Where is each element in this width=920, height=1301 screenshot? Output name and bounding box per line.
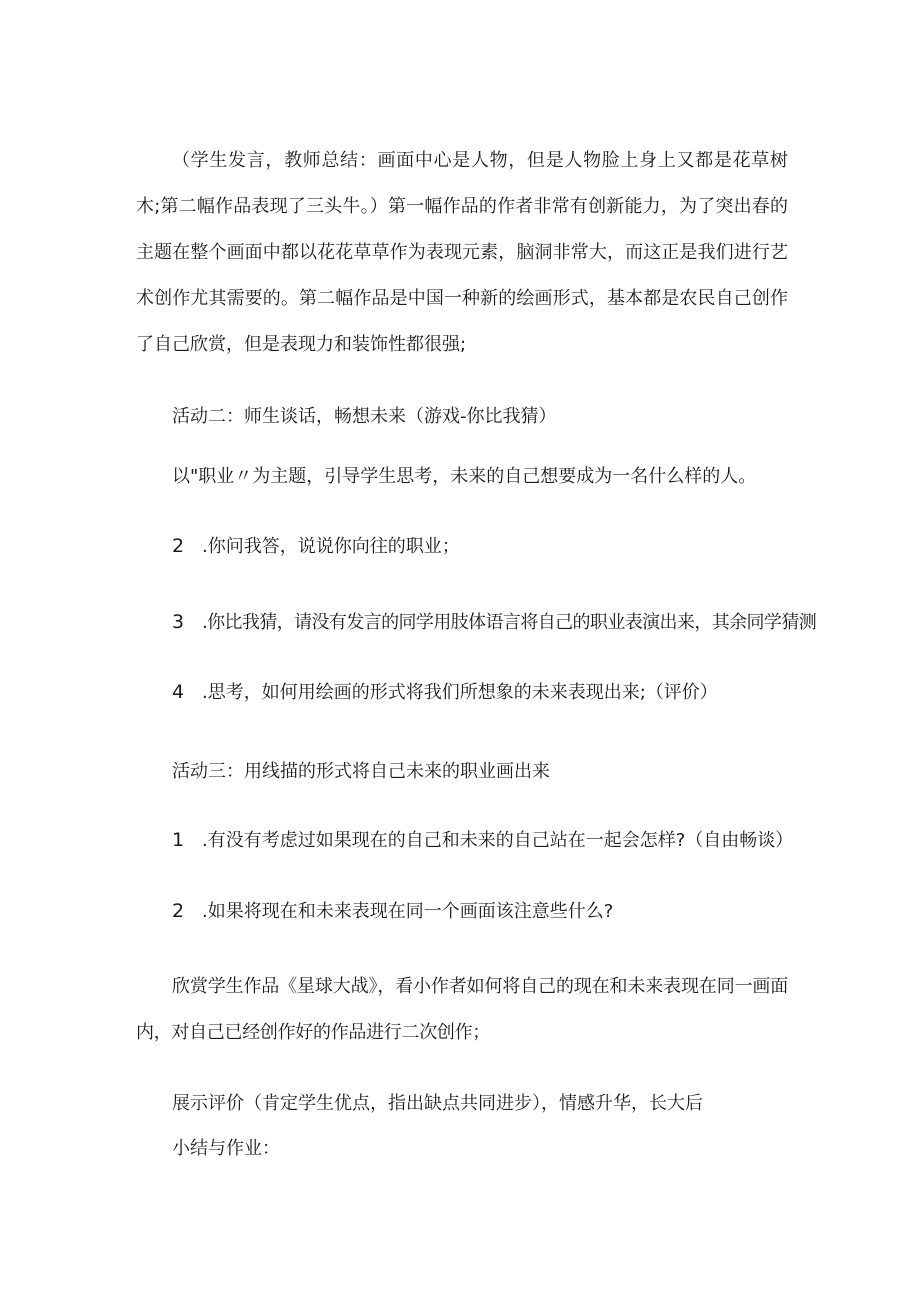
paragraph-appreciate-work: 欣赏学生作品《星球大战》，看小作者如何将自己的现在和未来表现在同一画面内，对自己已经创作好的作品进行二次创作； bbox=[136, 976, 788, 1043]
list-item-charades bbox=[172, 608, 824, 634]
list-item-number: 2 bbox=[172, 535, 185, 557]
list-item-text: .如果将现在和未来表现在同一个画面该注意些什么? bbox=[202, 901, 614, 922]
list-item-text: .你比我猜，请没有发言的同学用肢体语言将自己的职业表演出来，其余同学猜测 bbox=[202, 612, 817, 633]
paragraph-display-evaluation: 展示评价（肯定学生优点，指出缺点共同进步），情感升华，长大后 bbox=[172, 1093, 703, 1114]
list-item-number: 1 bbox=[172, 829, 185, 851]
list-item-think-drawing bbox=[172, 678, 824, 704]
list-item-now-and-future bbox=[172, 826, 824, 852]
heading-activity-three: 活动三：用线描的形式将自己未来的职业画出来 bbox=[172, 761, 550, 782]
list-item-ask-answer bbox=[172, 532, 824, 558]
list-item-number: 3 bbox=[172, 611, 185, 633]
heading-activity-two: 活动二：师生谈话，畅想未来（游戏-你比我猜） bbox=[172, 406, 557, 427]
list-item-text: .你问我答，说说你向往的职业； bbox=[202, 536, 460, 557]
list-item-number: 4 bbox=[172, 681, 185, 703]
heading-summary-homework: 小结与作业： bbox=[172, 1138, 280, 1159]
list-item-number: 2 bbox=[172, 900, 185, 922]
paragraph-career-topic: 以"职业〃为主题，引导学生思考，未来的自己想要成为一名什么样的人。 bbox=[172, 466, 757, 487]
paragraph-discussion-summary: （学生发言，教师总结：画面中心是人物，但是人物脸上身上又都是花草树木;第二幅作品表现了三头牛。）第一幅作品的作者非常有创新能力，为了突出春的主题在整个画面中都以花花草草作为表现元素，脑洞非常大，而这正是我们进行艺术创作尤其需要的。第二幅作品是中国一种新的绘画形式，基本都是农民自己创作了自己欣赏，但是表现力和装饰性都很强; bbox=[136, 150, 788, 355]
list-item-text: .有没有考虑过如果现在的自己和未来的自己站在一起会怎样?（自由畅谈） bbox=[202, 830, 794, 851]
list-item-same-picture bbox=[172, 897, 824, 923]
list-item-text: .思考，如何用绘画的形式将我们所想象的未来表现出来;（评价） bbox=[202, 682, 718, 703]
